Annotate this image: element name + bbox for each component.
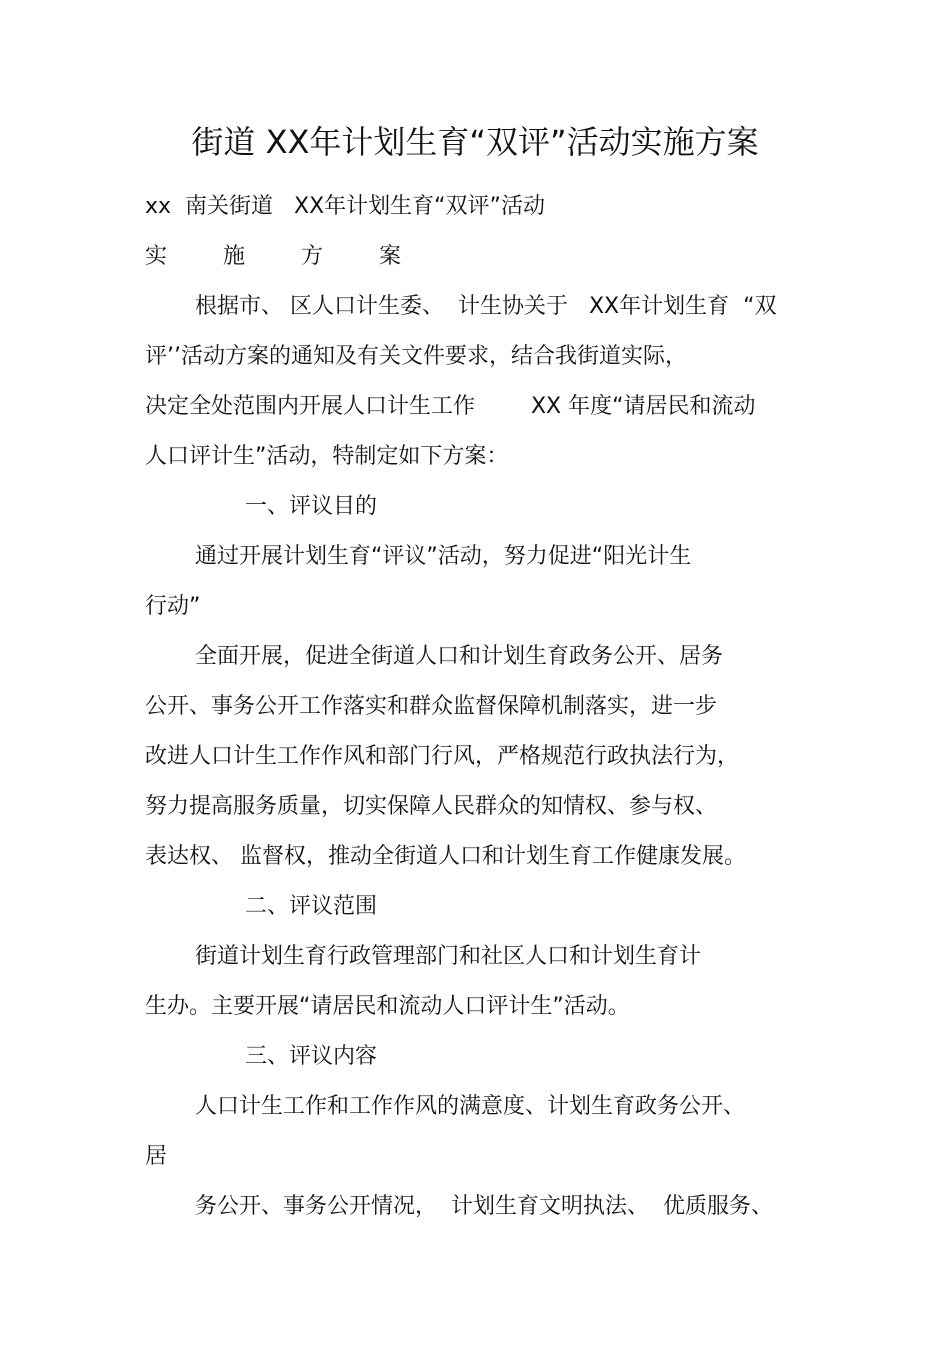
section-3-line-2: 居 xyxy=(145,1144,168,1169)
section-3-line-3: 务公开、事务公开情况， 计划生育文明执法、 优质服务、 xyxy=(195,1194,773,1219)
intro-line-4: 人口评计生”活动，特制定如下方案： xyxy=(145,444,509,469)
section-1-line-4: 公开、事务公开工作落实和群众监督保障机制落实，进一步 xyxy=(145,694,718,719)
subtitle-line-2: 实施方案 xyxy=(145,244,458,269)
intro-line-3: 决定全处范围内开展人口计生工作 XX 年度“请居民和流动 xyxy=(145,394,756,419)
section-1-line-6: 努力提高服务质量，切实保障人民群众的知情权、参与权、 xyxy=(145,794,718,819)
section-3-heading: 三、评议内容 xyxy=(245,1044,378,1069)
section-3-line-1: 人口计生工作和工作作风的满意度、计划生育政务公开、 xyxy=(195,1094,746,1119)
section-2-line-1: 街道计划生育行政管理部门和社区人口和计划生育计 xyxy=(195,944,702,969)
section-1-line-3: 全面开展，促进全街道人口和计划生育政务公开、居务 xyxy=(195,644,724,669)
section-1-line-1: 通过开展计划生育“评议”活动，努力促进“阳光计生 xyxy=(195,544,692,569)
section-1-line-7: 表达权、 监督权，推动全街道人口和计划生育工作健康发展。 xyxy=(145,844,746,869)
section-2-heading: 二、评议范围 xyxy=(245,894,378,919)
intro-line-1: 根据市、 区人口计生委、 计生协关于 XX年计划生育 “双 xyxy=(195,294,777,319)
section-1-line-2: 行动” xyxy=(145,594,201,619)
intro-line-2: 评’’活动方案的通知及有关文件要求，结合我街道实际， xyxy=(145,344,687,369)
section-2-line-2: 生办。主要开展“请居民和流动人口评计生”活动。 xyxy=(145,994,630,1019)
section-1-line-5: 改进人口计生工作作风和部门行风，严格规范行政执法行为， xyxy=(145,744,740,769)
document-title: 街道 XX年计划生育“双评”活动实施方案 xyxy=(191,123,759,161)
section-1-heading: 一、评议目的 xyxy=(245,494,378,519)
subtitle-line-1: xx 南关街道 XX年计划生育“双评”活动 xyxy=(145,194,545,219)
